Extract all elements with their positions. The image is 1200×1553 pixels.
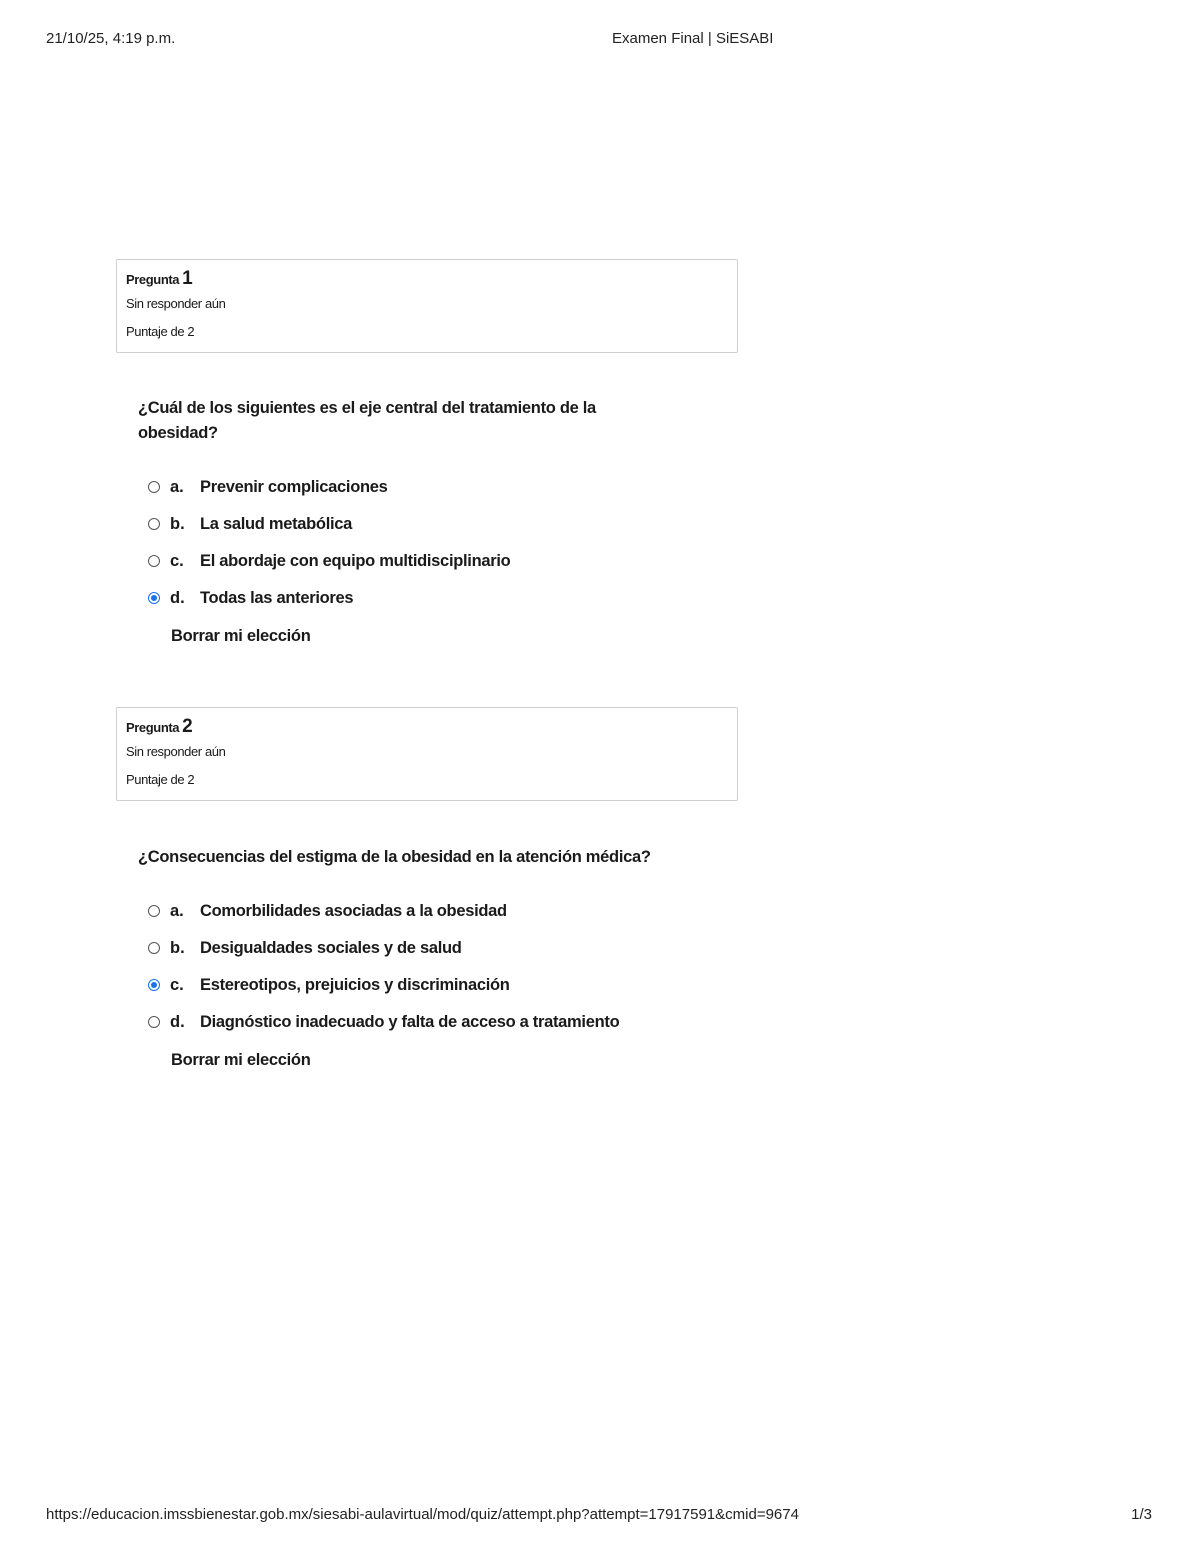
option-letter: c.	[170, 976, 184, 994]
option-text: Prevenir complicaciones	[200, 478, 388, 496]
option-2b[interactable]	[146, 936, 746, 973]
question-number: 1	[182, 268, 193, 289]
option-1d[interactable]	[146, 586, 746, 623]
option-text: Desigualdades sociales y de salud	[200, 939, 462, 957]
radio-button[interactable]	[148, 1016, 160, 1028]
radio-button[interactable]	[148, 481, 160, 493]
question-info-2	[116, 707, 738, 801]
clear-choice-link-2[interactable]: Borrar mi elección	[171, 1051, 311, 1069]
radio-button-selected[interactable]	[148, 592, 160, 604]
option-letter: d.	[170, 1013, 185, 1031]
radio-button[interactable]	[148, 905, 160, 917]
print-datetime: 21/10/25, 4:19 p.m.	[46, 30, 176, 47]
option-2d[interactable]	[146, 1010, 746, 1047]
option-letter: b.	[170, 515, 185, 533]
clear-choice-link-1[interactable]: Borrar mi elección	[171, 627, 311, 645]
question-state: Sin responder aún	[126, 296, 226, 311]
print-page-number: 1/3	[1131, 1506, 1152, 1523]
print-url: https://educacion.imssbienestar.gob.mx/siesabi-aulavirtual/mod/quiz/attempt.php?attempt=17917591&cmid=9674	[46, 1506, 799, 1523]
option-letter: a.	[170, 902, 184, 920]
question-grade: Puntaje de 2	[126, 324, 195, 339]
question-text-2: ¿Consecuencias del estigma de la obesidad en la atención médica?	[138, 848, 651, 866]
question-text-1: ¿Cuál de los siguientes es el eje central del tratamiento de la obesidad?	[138, 399, 596, 442]
option-1c[interactable]	[146, 549, 746, 586]
question-number: 2	[182, 716, 193, 737]
option-text: Comorbilidades asociadas a la obesidad	[200, 902, 507, 920]
question-label: Pregunta	[126, 720, 180, 735]
radio-button[interactable]	[148, 942, 160, 954]
question-grade: Puntaje de 2	[126, 772, 195, 787]
option-2a[interactable]	[146, 899, 746, 936]
option-2c[interactable]	[146, 973, 746, 1010]
option-text: Diagnóstico inadecuado y falta de acceso a tratamiento	[200, 1013, 620, 1031]
radio-button-selected[interactable]	[148, 979, 160, 991]
radio-button[interactable]	[148, 555, 160, 567]
option-text: Todas las anteriores	[200, 589, 354, 607]
question-info-1	[116, 259, 738, 353]
answer-options-2	[146, 899, 746, 1047]
option-1b[interactable]	[146, 512, 746, 549]
option-letter: d.	[170, 589, 185, 607]
question-state: Sin responder aún	[126, 744, 226, 759]
radio-button[interactable]	[148, 518, 160, 530]
option-text: Estereotipos, prejuicios y discriminación	[200, 976, 510, 994]
option-text: El abordaje con equipo multidisciplinario	[200, 552, 511, 570]
print-header	[0, 30, 1200, 50]
option-letter: a.	[170, 478, 184, 496]
option-letter: c.	[170, 552, 184, 570]
option-1a[interactable]	[146, 475, 746, 512]
answer-options-1	[146, 475, 746, 623]
option-text: La salud metabólica	[200, 515, 353, 533]
option-letter: b.	[170, 939, 185, 957]
print-page-title: Examen Final | SiESABI	[612, 30, 774, 47]
print-footer	[0, 1506, 1200, 1526]
question-label: Pregunta	[126, 272, 180, 287]
